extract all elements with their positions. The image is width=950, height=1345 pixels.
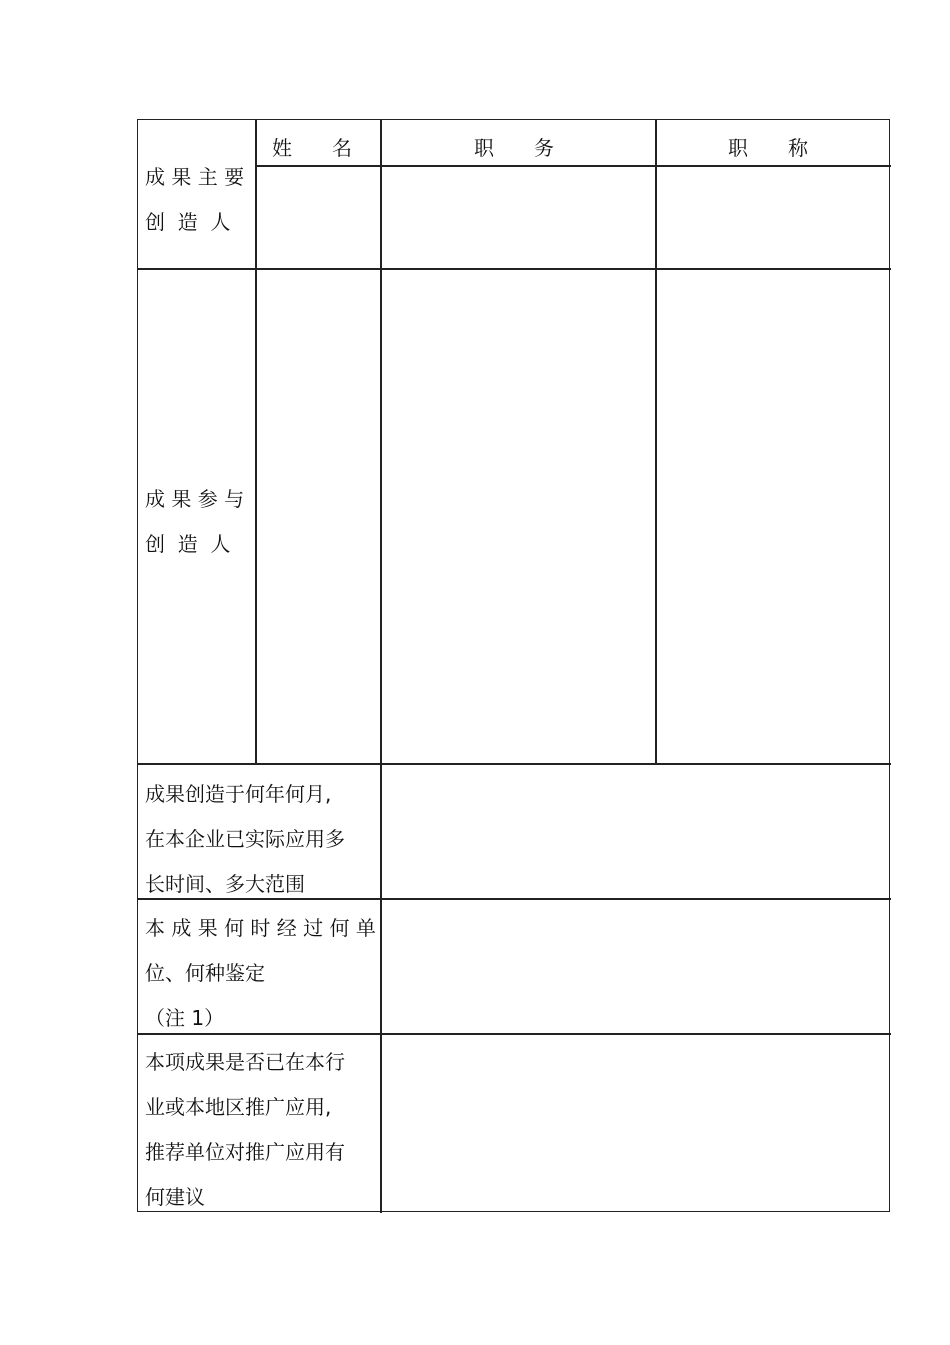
label-appraisal-line3: （注 1） — [145, 1006, 225, 1030]
label-promotion-line2: 业或本地区推广应用, — [145, 1095, 332, 1119]
cell-main-title[interactable] — [657, 167, 889, 268]
label-appraisal-line2: 位、何种鉴定 — [145, 961, 265, 985]
label-creation-time-line2: 在本企业已实际应用多 — [145, 827, 345, 851]
label-appraisal-line1: 本 成 果 何 时 经 过 何 单 — [145, 916, 376, 940]
label-participant-line2: 创 造 人 — [145, 532, 231, 556]
header-title: 职 称 — [728, 136, 808, 160]
cell-participant-duty[interactable] — [382, 270, 655, 763]
label-main-creator-line2: 创 造 人 — [145, 210, 231, 234]
cell-participant-name[interactable] — [257, 270, 380, 763]
header-name: 姓 名 — [272, 136, 352, 160]
label-promotion-line4: 何建议 — [145, 1185, 205, 1209]
header-duty: 职 务 — [474, 136, 554, 160]
cell-appraisal-value[interactable] — [382, 900, 889, 1033]
cell-promotion-value[interactable] — [382, 1035, 889, 1211]
label-creation-time-line1: 成果创造于何年何月, — [145, 782, 332, 806]
label-promotion-line3: 推荐单位对推广应用有 — [145, 1140, 345, 1164]
label-promotion-line1: 本项成果是否已在本行 — [145, 1050, 345, 1074]
cell-main-duty[interactable] — [382, 167, 655, 268]
cell-participant-title[interactable] — [657, 270, 889, 763]
label-creation-time-line3: 长时间、多大范围 — [145, 872, 305, 896]
label-main-creator-line1: 成 果 主 要 — [145, 165, 245, 189]
cell-main-name[interactable] — [257, 167, 380, 268]
label-participant-line1: 成 果 参 与 — [145, 487, 245, 511]
form-table — [137, 119, 890, 1212]
cell-creation-time-value[interactable] — [382, 765, 889, 898]
